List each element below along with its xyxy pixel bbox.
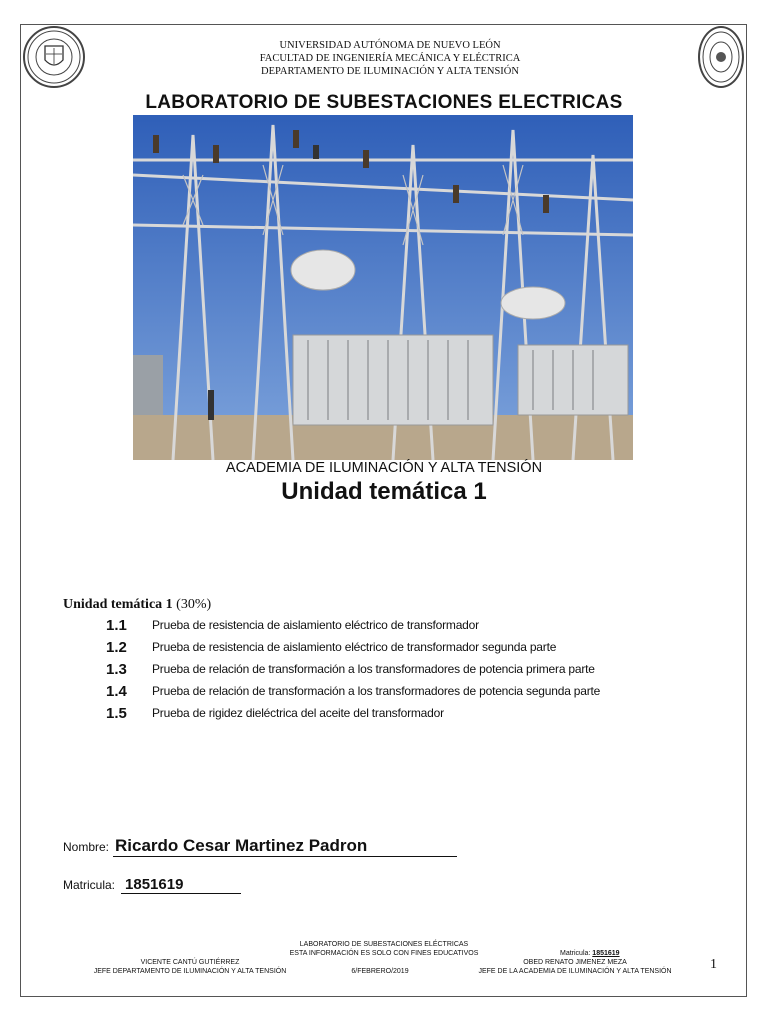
footer-lab: LABORATORIO DE SUBESTACIONES ELÉCTRICAS: [299, 941, 469, 948]
list-item: [106, 614, 600, 636]
item-text: Prueba de resistencia de aislamiento eléctrico de transformador: [152, 618, 479, 632]
item-number: 1.2: [106, 638, 127, 656]
item-text: Prueba de rigidez dieléctrica del aceite del transformador: [152, 706, 444, 720]
faculty-seal-icon: [698, 26, 744, 88]
unit-item-list: [106, 614, 600, 724]
item-number: 1.5: [106, 704, 127, 722]
student-name-row: [63, 836, 457, 857]
footer-matricula: [560, 949, 670, 958]
department-name: DEPARTAMENTO DE ILUMINACIÓN Y ALTA TENSIÓN: [261, 66, 519, 77]
faculty-name: FACULTAD DE INGENIERÍA MECÁNICA Y ELÉCTRICA: [259, 53, 521, 64]
item-number: 1.1: [106, 616, 127, 634]
footer-disclaimer: ESTA INFORMACIÓN ES SOLO CON FINES EDUCATIVOS: [289, 950, 479, 957]
institution-header: [180, 39, 600, 78]
footer-left-role: JEFE DEPARTAMENTO DE ILUMINACIÓN Y ALTA TENSIÓN: [93, 968, 287, 975]
unit-section-name: Unidad temática 1: [63, 597, 173, 612]
item-number: 1.4: [106, 682, 127, 700]
unit-title: Unidad temática 1: [281, 478, 487, 505]
item-text: Prueba de relación de transformación a los transformadores de potencia segunda parte: [152, 684, 601, 698]
university-seal-icon: [23, 26, 85, 88]
item-number: 1.3: [106, 660, 127, 678]
footer-date: 6/FEBRERO/2019: [351, 968, 409, 975]
unit-section-weight: (30%): [176, 597, 212, 612]
lab-title: LABORATORIO DE SUBESTACIONES ELECTRICAS: [145, 92, 623, 113]
item-text: Prueba de resistencia de aislamiento eléctrico de transformador segunda parte: [152, 640, 557, 654]
footer-right-name: OBED RENATO JIMENEZ MEZA: [523, 959, 627, 966]
matricula-label: Matricula:: [63, 878, 116, 892]
footer-left: [70, 958, 310, 976]
substation-photo: [133, 115, 633, 460]
page-number: 1: [710, 957, 717, 972]
academy-name: ACADEMIA DE ILUMINACIÓN Y ALTA TENSIÓN: [225, 460, 543, 476]
footer-center: [234, 940, 534, 958]
university-name: UNIVERSIDAD AUTÓNOMA DE NUEVO LEÓN: [279, 40, 501, 51]
footer-matricula-label: Matricula:: [560, 950, 591, 957]
list-item: [106, 658, 600, 680]
item-text: Prueba de relación de transformación a los transformadores de potencia primera parte: [152, 662, 595, 676]
footer-matricula-value: 1851619: [592, 950, 620, 957]
name-label: Nombre:: [63, 840, 110, 854]
list-item: [106, 680, 600, 702]
footer-right: [462, 958, 688, 976]
student-matricula: 1851619: [121, 876, 241, 894]
list-item: [106, 702, 600, 724]
unit-section-heading: [63, 597, 211, 613]
footer-right-role: JEFE DE LA ACADEMIA DE ILUMINACIÓN Y ALTA TENSIÓN: [478, 968, 672, 975]
student-matricula-row: [63, 876, 241, 894]
student-name: Ricardo Cesar Martinez Padron: [113, 836, 457, 857]
list-item: [106, 636, 600, 658]
footer-left-name: VICENTE CANTÚ GUTIÉRREZ: [140, 959, 240, 966]
